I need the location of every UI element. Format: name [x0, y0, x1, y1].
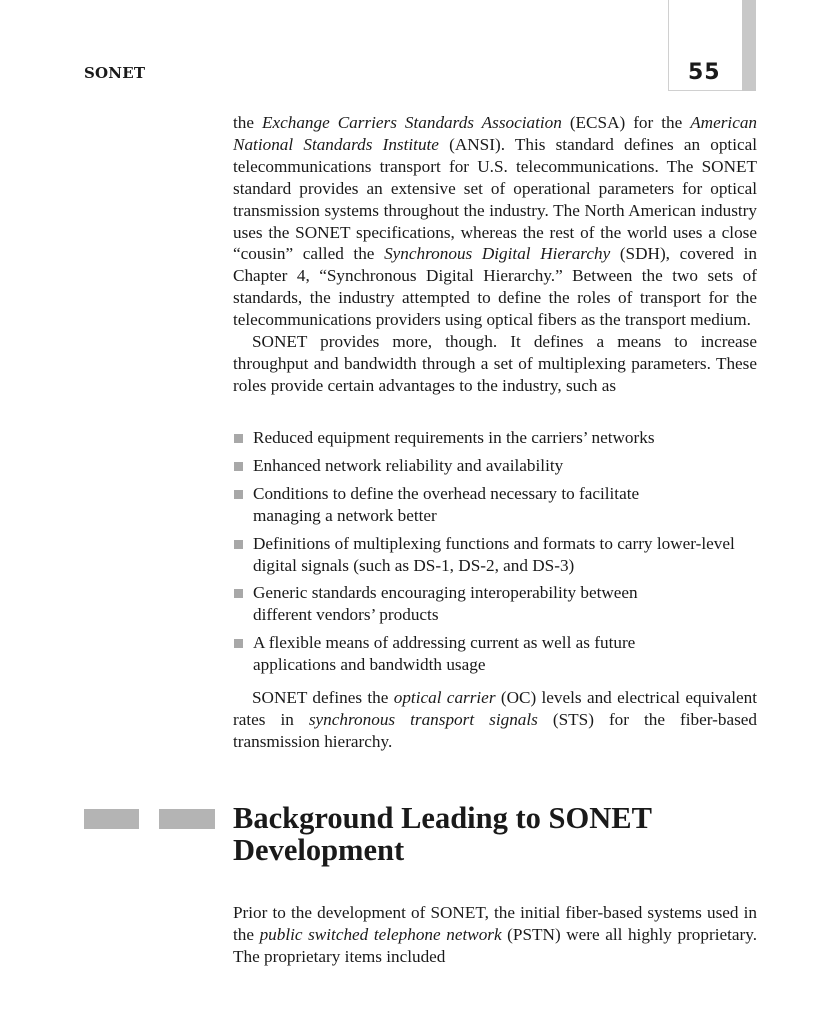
paragraph-oc-levels: SONET defines the optical carrier (OC) levels and electrical equivalent rates in synchronous transport signals (STS) for the fiber-based transmission hierarchy. — [233, 688, 758, 751]
page-number: 55 — [688, 60, 721, 85]
paragraph-sonet-provides: SONET provides more, though. It defines a means to increase throughput and bandwidth through a set of multiplexing parameters. These roles provide certain advantages to the industry, such as — [233, 332, 757, 395]
heading-bar-right — [159, 809, 215, 829]
square-bullet-icon — [234, 540, 243, 549]
list-item: Reduced equipment requirements in the carriers’ networks — [233, 427, 757, 449]
advantages-list — [233, 427, 757, 682]
list-item: Conditions to define the overhead necessary to facilitate managing a network better — [233, 483, 757, 527]
square-bullet-icon — [234, 639, 243, 648]
body-text-block — [233, 112, 757, 397]
running-head-title: SONET — [84, 64, 146, 82]
square-bullet-icon — [234, 490, 243, 499]
term-sdh: Synchronous Digital Hierarchy — [384, 244, 611, 264]
square-bullet-icon — [234, 434, 243, 443]
list-item: A flexible means of addressing current as well as future applications and bandwidth usage — [233, 632, 757, 676]
page-edge-bar — [742, 0, 756, 91]
list-item: Enhanced network reliability and availability — [233, 455, 757, 477]
term-pstn: public switched telephone network — [259, 925, 502, 945]
list-item: Generic standards encouraging interoperability between different vendors’ products — [233, 582, 757, 626]
term-sts: synchronous transport signals — [308, 709, 538, 729]
body-text-block — [233, 885, 757, 985]
term-ansi: American National Standards Institute — [233, 113, 758, 154]
square-bullet-icon — [234, 462, 243, 471]
square-bullet-icon — [234, 589, 243, 598]
section-heading: Background Leading to SONET Development — [233, 801, 652, 867]
list-item: Definitions of multiplexing functions and formats to carry lower-level digital signals (such as DS-1, DS-2, and DS-3) — [233, 533, 757, 577]
heading-bar-left — [84, 809, 139, 829]
term-ecsa: Exchange Carriers Standards Association — [261, 113, 562, 132]
term-optical-carrier: optical carrier — [393, 688, 496, 707]
body-text-block — [233, 687, 757, 753]
paragraph-prior-development: Prior to the development of SONET, the initial fiber-based systems used in the public switched telephone network (PSTN) were all highly proprietary. The proprietary items included — [233, 903, 757, 966]
paragraph-ecsa-ansi: the Exchange Carriers Standards Association (ECSA) for the American National Standards Institute (ANSI). This standard defines an optical telecommunications transport for U.S. telecommunications. The SONET standard provides an extensive set of operational parameters for optical transmission systems throughout the industry. The North American industry uses the SONET specifications, whereas the rest of the world uses a close “cousin” called the Synchronous Digital Hierarchy (SDH), covered in Chapter 4, “Synchronous Digital Hierarchy.” Between the two sets of standards, the industry attempted to define the roles of transport for the telecommunications providers using optical fibers as the transport medium. — [233, 113, 758, 330]
